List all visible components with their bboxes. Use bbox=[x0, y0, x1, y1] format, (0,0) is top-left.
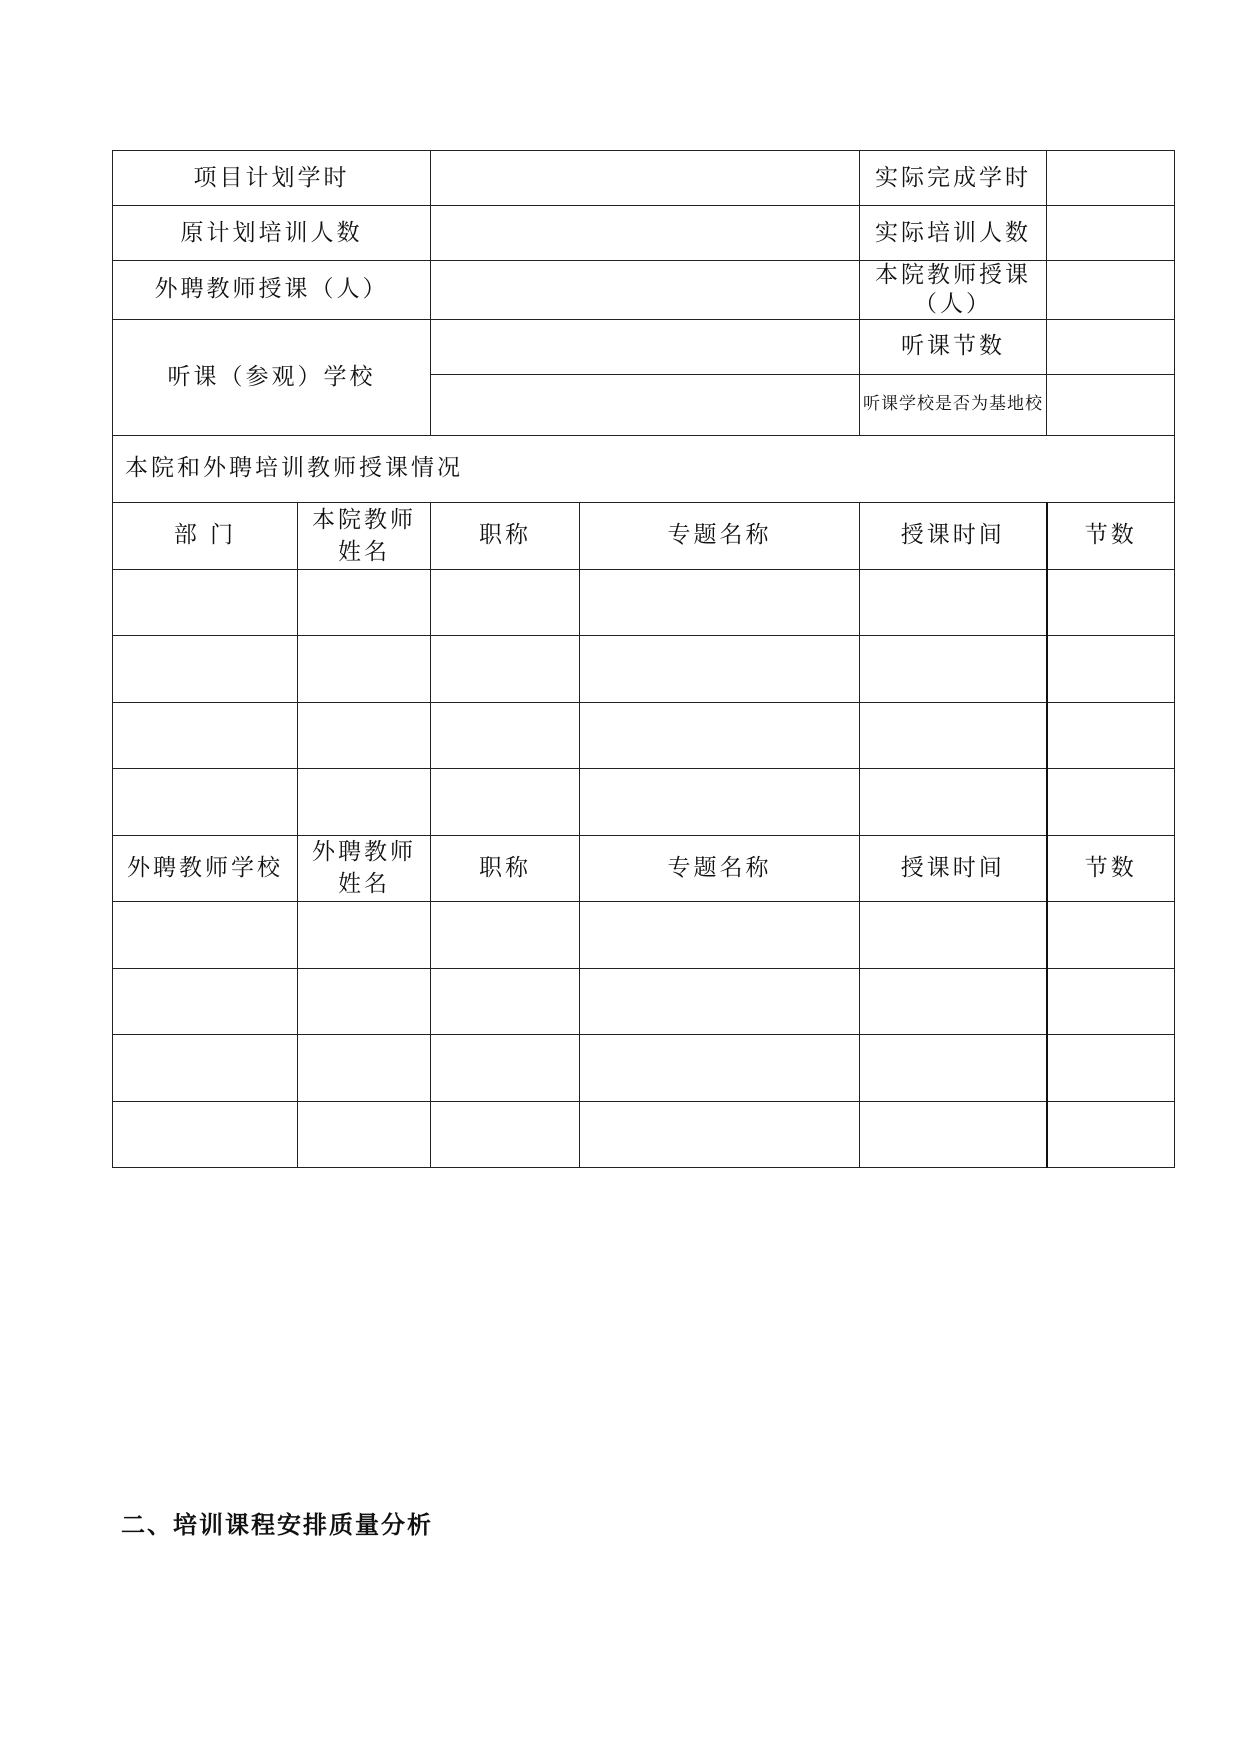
planned-hours-value[interactable] bbox=[431, 151, 860, 206]
table-cell[interactable] bbox=[1047, 968, 1175, 1034]
table-cell[interactable] bbox=[1047, 702, 1175, 768]
table-cell[interactable] bbox=[298, 768, 431, 835]
table-cell[interactable] bbox=[431, 702, 580, 768]
table-cell[interactable] bbox=[113, 901, 298, 968]
header-topic: 专题名称 bbox=[580, 835, 860, 901]
summary-row bbox=[113, 261, 1175, 320]
observed-sessions-value[interactable] bbox=[1047, 319, 1175, 374]
table-cell[interactable] bbox=[580, 1034, 860, 1101]
table-cell[interactable] bbox=[298, 702, 431, 768]
section-row bbox=[113, 435, 1175, 502]
table-cell[interactable] bbox=[431, 1034, 580, 1101]
header-external-school: 外聘教师学校 bbox=[113, 835, 298, 901]
table-cell[interactable] bbox=[431, 768, 580, 835]
table-cell[interactable] bbox=[1047, 1101, 1175, 1167]
internal-teachers-label: 本院教师授课（人） bbox=[860, 261, 1047, 320]
header-name-line1: 本院教师 bbox=[312, 506, 416, 533]
header-name-line2: 姓名 bbox=[338, 871, 390, 897]
table-cell[interactable] bbox=[580, 702, 860, 768]
planned-trainees-value[interactable] bbox=[431, 206, 860, 261]
table-cell[interactable] bbox=[860, 635, 1047, 702]
table-row bbox=[113, 635, 1175, 702]
table-cell[interactable] bbox=[580, 635, 860, 702]
table-cell[interactable] bbox=[580, 901, 860, 968]
table-cell[interactable] bbox=[113, 968, 298, 1034]
visited-school-value-2[interactable] bbox=[431, 374, 860, 435]
table-cell[interactable] bbox=[1047, 569, 1175, 635]
table-cell[interactable] bbox=[860, 569, 1047, 635]
table-cell[interactable] bbox=[580, 569, 860, 635]
header-name-line1: 外聘教师 bbox=[312, 839, 416, 865]
table-cell[interactable] bbox=[113, 635, 298, 702]
internal-header-row bbox=[113, 502, 1175, 569]
summary-row bbox=[113, 206, 1175, 261]
header-topic: 专题名称 bbox=[580, 502, 860, 569]
table-cell[interactable] bbox=[431, 635, 580, 702]
table-cell[interactable] bbox=[1047, 901, 1175, 968]
training-summary-table bbox=[112, 150, 1175, 1168]
table-row bbox=[113, 1034, 1175, 1101]
table-cell[interactable] bbox=[298, 1034, 431, 1101]
actual-trainees-value[interactable] bbox=[1047, 206, 1175, 261]
header-external-teacher-name bbox=[298, 835, 431, 901]
table-cell[interactable] bbox=[298, 635, 431, 702]
table-row bbox=[113, 569, 1175, 635]
table-cell[interactable] bbox=[580, 768, 860, 835]
external-teachers-label: 外聘教师授课（人） bbox=[113, 261, 431, 320]
table-cell[interactable] bbox=[860, 1101, 1047, 1167]
header-internal-teacher-name bbox=[298, 502, 431, 569]
header-dept: 部 门 bbox=[113, 502, 298, 569]
actual-trainees-label: 实际培训人数 bbox=[860, 206, 1047, 261]
visited-school-label: 听课（参观）学校 bbox=[113, 319, 431, 435]
visited-school-value-1[interactable] bbox=[431, 319, 860, 374]
table-cell[interactable] bbox=[1047, 1034, 1175, 1101]
table-cell[interactable] bbox=[860, 702, 1047, 768]
table-cell[interactable] bbox=[113, 768, 298, 835]
table-row bbox=[113, 1101, 1175, 1167]
table-cell[interactable] bbox=[431, 901, 580, 968]
table-cell[interactable] bbox=[113, 1034, 298, 1101]
external-header-row bbox=[113, 835, 1175, 901]
table-cell[interactable] bbox=[860, 1034, 1047, 1101]
header-time: 授课时间 bbox=[860, 502, 1047, 569]
base-school-label: 听课学校是否为基地校 bbox=[860, 374, 1047, 435]
observed-sessions-label: 听课节数 bbox=[860, 319, 1047, 374]
table-cell[interactable] bbox=[298, 569, 431, 635]
summary-row bbox=[113, 151, 1175, 206]
base-school-value[interactable] bbox=[1047, 374, 1175, 435]
header-time: 授课时间 bbox=[860, 835, 1047, 901]
table-cell[interactable] bbox=[431, 1101, 580, 1167]
actual-hours-value[interactable] bbox=[1047, 151, 1175, 206]
table-cell[interactable] bbox=[431, 569, 580, 635]
section-title: 本院和外聘培训教师授课情况 bbox=[113, 435, 1175, 502]
summary-row bbox=[113, 319, 1175, 374]
table-cell[interactable] bbox=[298, 1101, 431, 1167]
table-cell[interactable] bbox=[580, 1101, 860, 1167]
table-row bbox=[113, 702, 1175, 768]
header-title: 职称 bbox=[431, 502, 580, 569]
table-cell[interactable] bbox=[298, 968, 431, 1034]
internal-teachers-value[interactable] bbox=[1047, 261, 1175, 320]
table-cell[interactable] bbox=[1047, 768, 1175, 835]
header-name-line2: 姓名 bbox=[338, 538, 390, 565]
table-cell[interactable] bbox=[860, 901, 1047, 968]
table-cell[interactable] bbox=[113, 702, 298, 768]
table-row bbox=[113, 968, 1175, 1034]
table-cell[interactable] bbox=[860, 768, 1047, 835]
table-row bbox=[113, 768, 1175, 835]
header-sessions: 节数 bbox=[1047, 835, 1175, 901]
table-cell[interactable] bbox=[1047, 635, 1175, 702]
actual-hours-label: 实际完成学时 bbox=[860, 151, 1047, 206]
section-heading-2: 二、培训课程安排质量分析 bbox=[121, 1511, 433, 1539]
header-sessions: 节数 bbox=[1047, 502, 1175, 569]
table-cell[interactable] bbox=[431, 968, 580, 1034]
header-title: 职称 bbox=[431, 835, 580, 901]
table-row bbox=[113, 901, 1175, 968]
planned-trainees-label: 原计划培训人数 bbox=[113, 206, 431, 261]
external-teachers-value[interactable] bbox=[431, 261, 860, 320]
table-cell[interactable] bbox=[298, 901, 431, 968]
planned-hours-label: 项目计划学时 bbox=[113, 151, 431, 206]
table-cell[interactable] bbox=[580, 968, 860, 1034]
table-cell[interactable] bbox=[113, 569, 298, 635]
table-cell[interactable] bbox=[113, 1101, 298, 1167]
table-cell[interactable] bbox=[860, 968, 1047, 1034]
